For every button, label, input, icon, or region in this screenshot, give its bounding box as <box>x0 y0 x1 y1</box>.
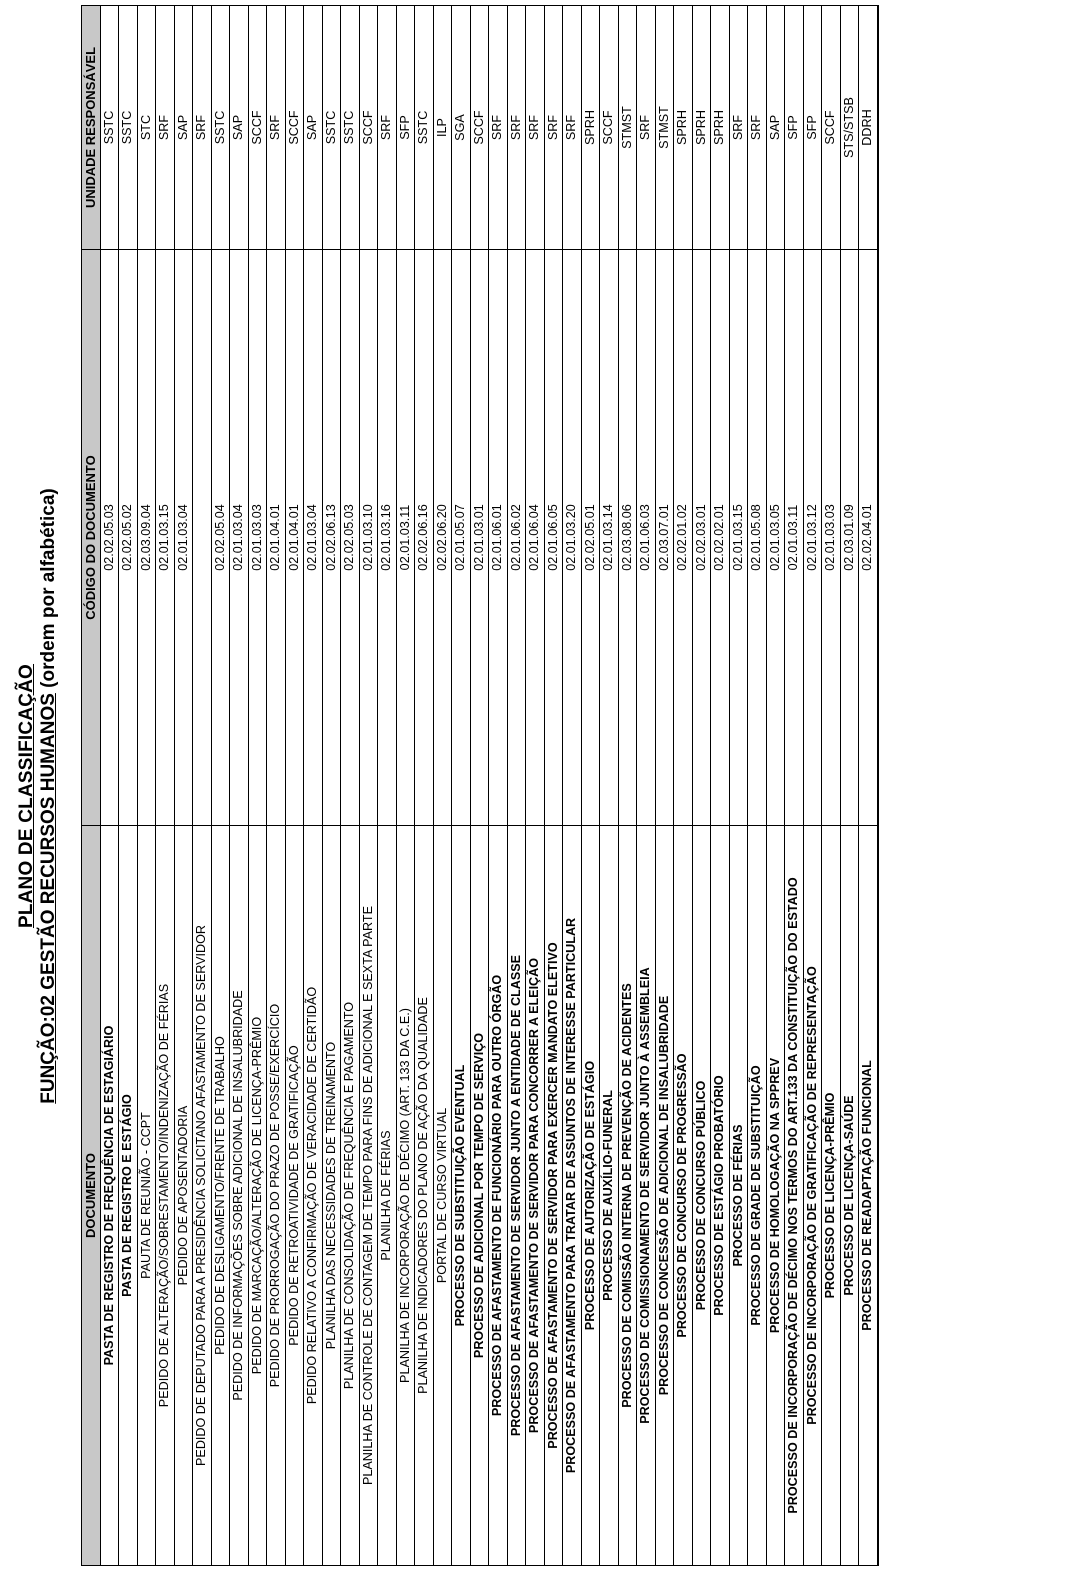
cell-unidade: SCCF <box>248 6 267 250</box>
table-row <box>415 6 434 1566</box>
cell-unidade: SRF <box>507 6 526 250</box>
table-row <box>822 6 841 1566</box>
cell-documento: PROCESSO DE AFASTAMENTO PARA TRATAR DE ASSUNTOS DE INTERESSE PARTICULAR <box>563 826 582 1566</box>
cell-documento: PROCESSO DE LICENÇA-PRÊMIO <box>822 826 841 1566</box>
table-row <box>248 6 267 1566</box>
cell-unidade: SRF <box>489 6 508 250</box>
table-row <box>544 6 563 1566</box>
cell-unidade: SRF <box>378 6 397 250</box>
table-header-row <box>82 6 101 1566</box>
cell-documento: PROCESSO DE SUBSTITUIÇÃO EVENTUAL <box>452 826 471 1566</box>
cell-codigo: 02.01.03.04 <box>304 250 323 826</box>
cell-documento: PROCESSO DE CONCESSÃO DE ADICIONAL DE INSALUBRIDADE <box>655 826 674 1566</box>
cell-codigo: 02.02.05.03 <box>100 250 119 826</box>
cell-unidade: SRF <box>563 6 582 250</box>
cell-documento: PLANILHA DE CONSOLIDAÇÃO DE FREQUÊNCIA E PAGAMENTO <box>341 826 360 1566</box>
cell-unidade: SSTC <box>211 6 230 250</box>
cell-documento: PROCESSO DE READAPTAÇÃO FUNCIONAL <box>859 826 878 1566</box>
cell-unidade: SSTC <box>341 6 360 250</box>
cell-unidade: DDRH <box>859 6 878 250</box>
cell-documento: PROCESSO DE AFASTAMENTO DE SERVIDOR JUNTO A ENTIDADE DE CLASSE <box>507 826 526 1566</box>
cell-unidade: SRF <box>544 6 563 250</box>
cell-unidade: STC <box>137 6 156 250</box>
table-row <box>452 6 471 1566</box>
cell-unidade: SRF <box>156 6 175 250</box>
cell-documento: PLANILHA DAS NECESSIDADES DE TREINAMENTO <box>322 826 341 1566</box>
cell-documento: PLANILHA DE FÉRIAS <box>378 826 397 1566</box>
classification-table <box>81 5 879 1566</box>
cell-documento: PEDIDO RELATIVO A CONFIRMAÇÃO DE VERACIDADE DE CERTIDÃO <box>304 826 323 1566</box>
cell-codigo: 02.02.02.01 <box>711 250 730 826</box>
table-row <box>507 6 526 1566</box>
cell-documento: PROCESSO DE LICENÇA-SAÚDE <box>840 826 859 1566</box>
cell-codigo: 02.01.03.04 <box>174 250 193 826</box>
cell-unidade: SFP <box>803 6 822 250</box>
cell-documento: PEDIDO DE RETROATIVIDADE DE GRATIFICAÇÃO <box>285 826 304 1566</box>
cell-codigo: 02.01.03.05 <box>766 250 785 826</box>
cell-documento: PROCESSO DE FÉRIAS <box>729 826 748 1566</box>
cell-documento: PROCESSO DE HOMOLOGAÇÃO NA SPPREV <box>766 826 785 1566</box>
cell-codigo: 02.01.03.11 <box>396 250 415 826</box>
cell-codigo: 02.01.05.08 <box>748 250 767 826</box>
cell-unidade: SFP <box>396 6 415 250</box>
table-row <box>341 6 360 1566</box>
cell-documento: PROCESSO DE COMISSIONAMENTO DE SERVIDOR JUNTO À ASSEMBLEIA <box>637 826 656 1566</box>
table-row <box>803 6 822 1566</box>
cell-unidade: SRF <box>729 6 748 250</box>
cell-documento: PROCESSO DE ADICIONAL POR TEMPO DE SERVIÇO <box>470 826 489 1566</box>
cell-unidade: SSTC <box>322 6 341 250</box>
cell-codigo: 02.02.06.13 <box>322 250 341 826</box>
cell-documento: PASTA DE REGISTRO E ESTÁGIO <box>119 826 138 1566</box>
cell-unidade: SPRH <box>692 6 711 250</box>
table-row <box>655 6 674 1566</box>
cell-codigo: 02.01.04.01 <box>267 250 286 826</box>
page-title: PLANO DE CLASSIFICAÇÃO <box>16 663 37 929</box>
table-row <box>156 6 175 1566</box>
cell-unidade: SSTC <box>119 6 138 250</box>
cell-unidade: SPRH <box>711 6 730 250</box>
cell-codigo: 02.02.06.16 <box>415 250 434 826</box>
cell-documento: PORTAL DE CURSO VIRTUAL <box>433 826 452 1566</box>
table-row <box>211 6 230 1566</box>
cell-codigo: 02.03.07.01 <box>655 250 674 826</box>
cell-unidade: SRF <box>267 6 286 250</box>
document-header <box>0 0 80 1592</box>
cell-documento: PASTA DE REGISTRO DE FREQUÊNCIA DE ESTAGIÁRIO <box>100 826 119 1566</box>
cell-documento: PEDIDO DE DESLIGAMENTO/FRENTE DE TRABALHO <box>211 826 230 1566</box>
cell-unidade: SSTC <box>415 6 434 250</box>
cell-codigo: 02.02.03.01 <box>692 250 711 826</box>
cell-codigo: 02.01.03.03 <box>822 250 841 826</box>
table-row <box>859 6 878 1566</box>
cell-codigo: 02.02.05.02 <box>119 250 138 826</box>
cell-documento: PLANILHA DE INCORPORAÇÃO DE DÉCIMO (ART. 133 DA C.E.) <box>396 826 415 1566</box>
table-row <box>174 6 193 1566</box>
table-row <box>378 6 397 1566</box>
cell-codigo: 02.01.03.14 <box>600 250 619 826</box>
cell-codigo: 02.01.03.03 <box>248 250 267 826</box>
cell-codigo: 02.03.08.06 <box>618 250 637 826</box>
cell-unidade: SAP <box>766 6 785 250</box>
table-row <box>766 6 785 1566</box>
cell-unidade: SSTC <box>100 6 119 250</box>
table-row <box>563 6 582 1566</box>
cell-codigo: 02.01.03.04 <box>230 250 249 826</box>
cell-unidade: SPRH <box>674 6 693 250</box>
cell-documento: PROCESSO DE AUXÍLIO-FUNERAL <box>600 826 619 1566</box>
cell-codigo: 02.02.05.01 <box>581 250 600 826</box>
cell-codigo: 02.01.06.03 <box>637 250 656 826</box>
column-header-unidade: UNIDADE RESPONSÁVEL <box>82 6 101 250</box>
cell-codigo: 02.01.03.20 <box>563 250 582 826</box>
cell-unidade: ILP <box>433 6 452 250</box>
table-row <box>119 6 138 1566</box>
cell-codigo: 02.02.01.02 <box>674 250 693 826</box>
cell-documento: PROCESSO DE AUTORIZAÇÃO DE ESTÁGIO <box>581 826 600 1566</box>
cell-codigo: 02.02.05.03 <box>341 250 360 826</box>
cell-documento: PROCESSO DE CONCURSO PÚBLICO <box>692 826 711 1566</box>
cell-codigo: 02.03.09.04 <box>137 250 156 826</box>
cell-documento: PROCESSO DE AFASTAMENTO DE SERVIDOR PARA CONCORRER A ELEIÇÃO <box>526 826 545 1566</box>
table-row <box>748 6 767 1566</box>
cell-codigo: 02.02.05.04 <box>211 250 230 826</box>
cell-codigo: 02.01.03.01 <box>470 250 489 826</box>
cell-unidade: SCCF <box>285 6 304 250</box>
cell-unidade: STMST <box>655 6 674 250</box>
cell-unidade: SAP <box>304 6 323 250</box>
table-row <box>396 6 415 1566</box>
table-body <box>100 6 878 1566</box>
cell-unidade: STMST <box>618 6 637 250</box>
table-row <box>618 6 637 1566</box>
cell-documento: PEDIDO DE ALTERAÇÃO/SOBRESTAMENTO/INDENIZAÇÃO DE FÉRIAS <box>156 826 175 1566</box>
cell-unidade: SFP <box>785 6 804 250</box>
cell-codigo <box>193 250 212 826</box>
table-row <box>489 6 508 1566</box>
subtitle-order-note: (ordem por alfabética) <box>38 488 59 694</box>
table-row <box>267 6 286 1566</box>
table-row <box>581 6 600 1566</box>
table-row <box>304 6 323 1566</box>
cell-documento: PEDIDO DE INFORMAÇÕES SOBRE ADICIONAL DE INSALUBRIDADE <box>230 826 249 1566</box>
table-row <box>359 6 378 1566</box>
cell-documento: PROCESSO DE COMISSÃO INTERNA DE PREVENÇÃO DE ACIDENTES <box>618 826 637 1566</box>
cell-codigo: 02.03.01.09 <box>840 250 859 826</box>
page-subtitle <box>38 0 60 1592</box>
cell-documento: PEDIDO DE APOSENTADORIA <box>174 826 193 1566</box>
table-row <box>285 6 304 1566</box>
cell-documento: PROCESSO DE INCORPORAÇÃO DE DÉCIMO NOS TERMOS DO ART.133 DA CONSTITUIÇÃO DO ESTADO <box>785 826 804 1566</box>
table-row <box>692 6 711 1566</box>
cell-unidade: SCCF <box>600 6 619 250</box>
cell-documento: PAUTA DE REUNIÃO - CCPT <box>137 826 156 1566</box>
table-row <box>674 6 693 1566</box>
cell-codigo: 02.01.03.16 <box>378 250 397 826</box>
column-header-documento: DOCUMENTO <box>82 826 101 1566</box>
cell-documento: PROCESSO DE AFASTAMENTO DE SERVIDOR PARA EXERCER MANDATO ELETIVO <box>544 826 563 1566</box>
cell-codigo: 02.01.05.07 <box>452 250 471 826</box>
cell-codigo: 02.01.06.02 <box>507 250 526 826</box>
cell-unidade: SRF <box>526 6 545 250</box>
cell-unidade: STS/STSB <box>840 6 859 250</box>
table-row <box>785 6 804 1566</box>
cell-codigo: 02.01.03.15 <box>729 250 748 826</box>
cell-documento: PEDIDO DE MARCAÇÃO/ALTERAÇÃO DE LICENÇA-PRÊMIO <box>248 826 267 1566</box>
table-row <box>470 6 489 1566</box>
cell-documento: PEDIDO DE DEPUTADO PARA A PRESIDÊNCIA SOLICITANO AFASTAMENTO DE SERVIDOR <box>193 826 212 1566</box>
cell-codigo: 02.01.04.01 <box>285 250 304 826</box>
cell-codigo: 02.01.03.11 <box>785 250 804 826</box>
table-row <box>322 6 341 1566</box>
table-row <box>840 6 859 1566</box>
table-row <box>100 6 119 1566</box>
column-header-codigo: CÓDIGO DO DOCUMENTO <box>82 250 101 826</box>
cell-unidade: SCCF <box>822 6 841 250</box>
table-row <box>230 6 249 1566</box>
table-row <box>193 6 212 1566</box>
cell-unidade: SAP <box>174 6 193 250</box>
cell-codigo: 02.01.03.10 <box>359 250 378 826</box>
table-row <box>637 6 656 1566</box>
cell-codigo: 02.02.06.20 <box>433 250 452 826</box>
cell-documento: PROCESSO DE CONCURSO DE PROGRESSÃO <box>674 826 693 1566</box>
table-row <box>526 6 545 1566</box>
table-row <box>711 6 730 1566</box>
cell-documento: PROCESSO DE GRADE DE SUBSTITUIÇÃO <box>748 826 767 1566</box>
cell-codigo: 02.01.03.15 <box>156 250 175 826</box>
table-row <box>600 6 619 1566</box>
cell-unidade: SCCF <box>470 6 489 250</box>
cell-documento: PROCESSO DE AFASTAMENTO DE FUNCIONÁRIO PARA OUTRO ÓRGÃO <box>489 826 508 1566</box>
cell-codigo: 02.01.06.04 <box>526 250 545 826</box>
cell-documento: PEDIDO DE PRORROGAÇÃO DO PRAZO DE POSSE/EXERCÍCIO <box>267 826 286 1566</box>
cell-codigo: 02.01.03.12 <box>803 250 822 826</box>
cell-unidade: SAP <box>230 6 249 250</box>
table-row <box>729 6 748 1566</box>
cell-unidade: SRF <box>637 6 656 250</box>
cell-codigo: 02.01.06.01 <box>489 250 508 826</box>
cell-unidade: SGA <box>452 6 471 250</box>
cell-codigo: 02.02.04.01 <box>859 250 878 826</box>
cell-codigo: 02.01.06.05 <box>544 250 563 826</box>
cell-documento: PROCESSO DE ESTÁGIO PROBATÓRIO <box>711 826 730 1566</box>
cell-documento: PROCESSO DE INCORPORAÇÃO DE GRATIFICAÇÃO DE REPRESENTAÇÃO <box>803 826 822 1566</box>
subtitle-function: FUNÇÃO:02 GESTÃO RECURSOS HUMANOS <box>38 693 59 1104</box>
cell-unidade: SPRH <box>581 6 600 250</box>
cell-unidade: SRF <box>748 6 767 250</box>
cell-unidade: SRF <box>193 6 212 250</box>
table-row <box>137 6 156 1566</box>
cell-documento: PLANILHA DE CONTROLE DE CONTAGEM DE TEMPO PARA FINS DE ADICIONAL E SEXTA PARTE <box>359 826 378 1566</box>
table-row <box>433 6 452 1566</box>
cell-unidade: SCCF <box>359 6 378 250</box>
cell-documento: PLANILHA DE INDICADORES DO PLANO DE AÇÃO DA QUALIDADE <box>415 826 434 1566</box>
